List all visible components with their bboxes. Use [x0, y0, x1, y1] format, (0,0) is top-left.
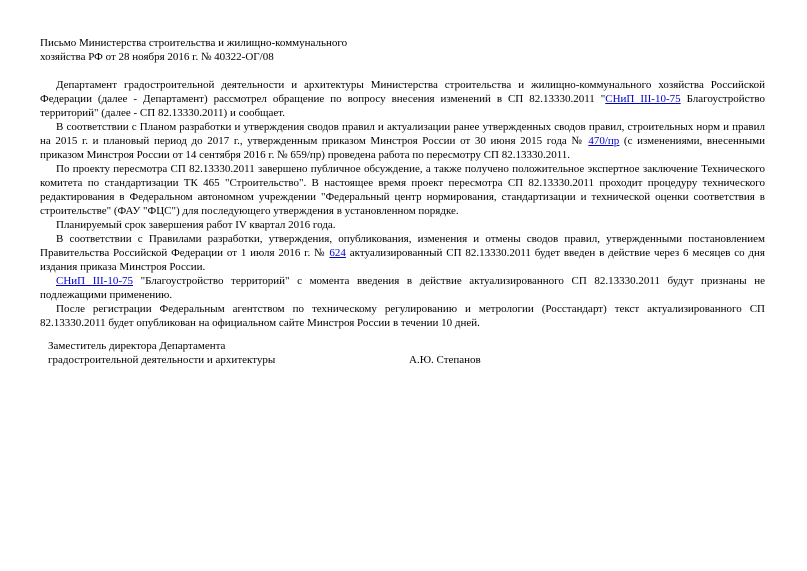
document-page: [40, 36, 765, 330]
paragraph-2-text-b: (с изменениями, внесенными приказом Минстроя России от 14 сентября 2016 г. № 659/пр) проведена работа по пересмотру СП 82.13330.2011.: [40, 135, 766, 161]
paragraph-6-text: "Благоустройство территорий" с момента введения в действие актуализированного СП 82.13330.2011 будут признаны не подлежащими применению.: [40, 275, 765, 301]
signer-title-line-1: Заместитель директора Департамента: [48, 340, 226, 352]
paragraph-5-text-a: В соответствии с Правилами разработки, утверждения, опубликования, изменения и отмены сводов правил, утвержденными постановлением Правительства Российской Федерации от 1 июля 2016 г. №: [40, 233, 765, 259]
paragraph-1: [40, 78, 765, 120]
header-line-1: Письмо Министерства строительства и жилищно-коммунального: [40, 37, 348, 49]
paragraph-5-text-b: актуализированный СП 82.13330.2011 будет введен в действие через 6 месяцев со дня издания приказа Минстроя России.: [40, 247, 765, 273]
header-line-2: хозяйства РФ от 28 ноября 2016 г. № 40322-ОГ/08: [40, 51, 274, 63]
signature-row-2: [48, 353, 548, 367]
resolution-624-link[interactable]: 624: [329, 247, 346, 259]
paragraph-4: Планируемый срок завершения работ IV квартал 2016 года.: [56, 219, 336, 231]
paragraph-3: По проекту пересмотра СП 82.13330.2011 завершено публичное обсуждение, а также получено положительное экспертное заключение Технического комитета по стандартизации ТК 465 "Строительство". В настоящее время проект пересмотра СП 82.13330.2011 проходит процедуру технического редактирования в Федеральном автономном учреждении "Федеральный центр нормирования, стандартизации и технической оценки соответствия в строительстве" (ФАУ "ФЦС") для последующего утверждения в установленном порядке.: [40, 163, 765, 217]
document-body: [40, 78, 765, 330]
paragraph-1-text-b: Благоустройство территорий" (далее - СП 82.13330.2011) и сообщает.: [40, 93, 765, 119]
snip-link[interactable]: СНиП III-10-75: [605, 93, 681, 105]
paragraph-2: [40, 120, 765, 162]
snip-link-2[interactable]: СНиП III-10-75: [56, 275, 134, 287]
paragraph-6: [40, 274, 765, 302]
document-header: [40, 36, 765, 64]
paragraph-7: После регистрации Федеральным агентством по техническому регулированию и метрологии (Росстандарт) текст актуализированного СП 82.13330.2011 будет опубликован на официальном сайте Минстроя России в течении 10 дней.: [40, 303, 765, 329]
paragraph-1-text-a: Департамент градостроительной деятельности и архитектуры Министерства строительства и жилищно-коммунального хозяйства Российской Федерации (далее - Департамент) рассмотрел обращение по вопросу внесения изменений в СП 82.13330.2011 ": [40, 79, 765, 105]
paragraph-2-text-a: В соответствии с Планом разработки и утверждения сводов правил и актуализации ранее утвержденных сводов правил, строительных норм и правил на 2015 г. и плановый период до 2017 г., утвержденным приказом Минстроя России от 30 июня 2015 года №: [40, 121, 765, 147]
signer-title-line-2: градостроительной деятельности и архитектуры: [48, 354, 276, 366]
signer-name: А.Ю. Степанов: [409, 354, 481, 366]
signature-block: [48, 339, 548, 367]
signature-row-1: [48, 339, 548, 353]
paragraph-5: [40, 232, 765, 274]
order-470-link[interactable]: 470/пр: [588, 135, 620, 147]
